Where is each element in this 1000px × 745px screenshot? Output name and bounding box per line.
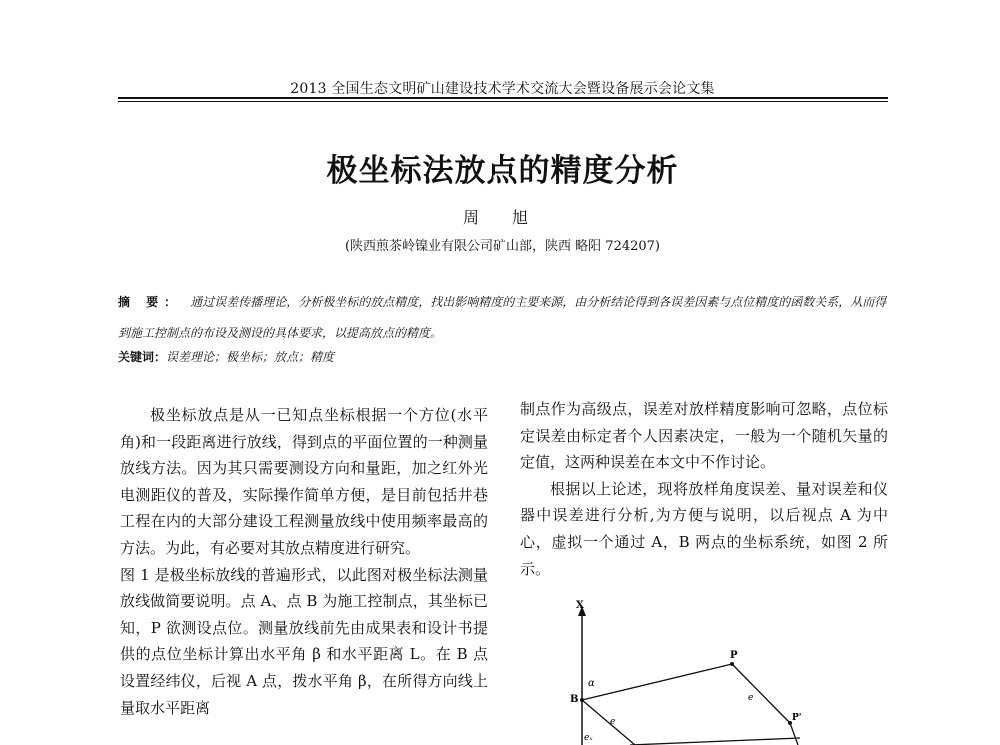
abstract bbox=[118, 287, 890, 349]
running-header: 2013 全国生态文明矿山建设技术学术交流大会暨设备展示会论文集 bbox=[290, 81, 715, 97]
line-p-to-pprime bbox=[732, 664, 790, 723]
point-b-marker bbox=[580, 698, 584, 702]
keywords-label: 关键词： bbox=[118, 350, 167, 364]
abstract-label: 摘 要： bbox=[118, 295, 183, 309]
point-p-label: P bbox=[730, 650, 738, 661]
point-pprime-label: P' bbox=[792, 713, 802, 723]
body-paragraph: 图 1 是极坐标放线的普遍形式，以此图对极坐标法测量放线做简要说明。点 A、点 B 为施工控制点，其坐标已知，P 欲测设点位。测量放线前先由成果表和设计书提供的点位坐标计算出水平角 β 和水平距离 L。在 B 点设置经纬仪，后视 A 点，拨水平角 β，在所得方向线上量取水平距离 bbox=[120, 565, 488, 717]
body-paragraph: 根据以上论述，现将放样角度误差、量对误差和仪器中误差进行分析,为方便与说明，以后视点 A 为中心，虚拟一个通过 A，B 两点的坐标系统，如图 2 所示。 bbox=[520, 479, 888, 578]
line-b-to-p bbox=[582, 664, 732, 700]
x-axis-label: X bbox=[576, 600, 584, 611]
point-p-marker bbox=[730, 662, 734, 666]
body-column-left bbox=[120, 402, 488, 721]
point-b-label: B bbox=[570, 694, 579, 705]
line-pprime-down bbox=[790, 723, 798, 745]
body-paragraph: 极坐标放点是从一已知点坐标根据一个方位(水平角)和一段距离进行放线，得到点的平面位置的一种测量放线方法。因为其只需要测设方向和量距，加之红外光电测距仪的普及，实际操作简单方便，是目前包括井巷工程在内的大部分建设工程测量放线中使用频率最高的方法。为此，有必要对其放点精度进行研究。 bbox=[120, 406, 488, 557]
body-paragraph: 制点作为高级点，误差对放样精度影响可忽略，点位标定误差由标定者个人因素决定，一般为一个随机矢量的定值，这两种误差在本文中不作讨论。 bbox=[520, 400, 888, 472]
abstract-text: 通过误差传播理论，分析极坐标的放点精度，找出影响精度的主要来源，由分析结论得到各误差因素与点位精度的函数关系，从而得到施工控制点的布设及测设的具体要求，以提高放点的精度。 bbox=[118, 295, 887, 340]
figure-2-diagram bbox=[560, 598, 860, 745]
error-e-left-label: e bbox=[610, 717, 616, 727]
error-e-right-label: e bbox=[748, 693, 754, 703]
angle-alpha-label: α bbox=[588, 678, 595, 689]
keywords-text: 误差理论；极坐标；放点；精度 bbox=[166, 350, 335, 364]
error-ex-label: eₓ bbox=[584, 733, 593, 743]
line-lower bbox=[630, 738, 800, 745]
paper-author: 周 旭 bbox=[462, 208, 543, 227]
paper-title: 极坐标法放点的精度分析 bbox=[326, 153, 679, 189]
keywords bbox=[118, 348, 890, 365]
header-rule-thick bbox=[118, 97, 888, 99]
body-column-right bbox=[520, 396, 888, 582]
paper-affiliation: (陕西煎茶岭镍业有限公司矿山部，陕西 略阳 724207) bbox=[344, 239, 661, 254]
header-rule-thin bbox=[118, 101, 888, 102]
